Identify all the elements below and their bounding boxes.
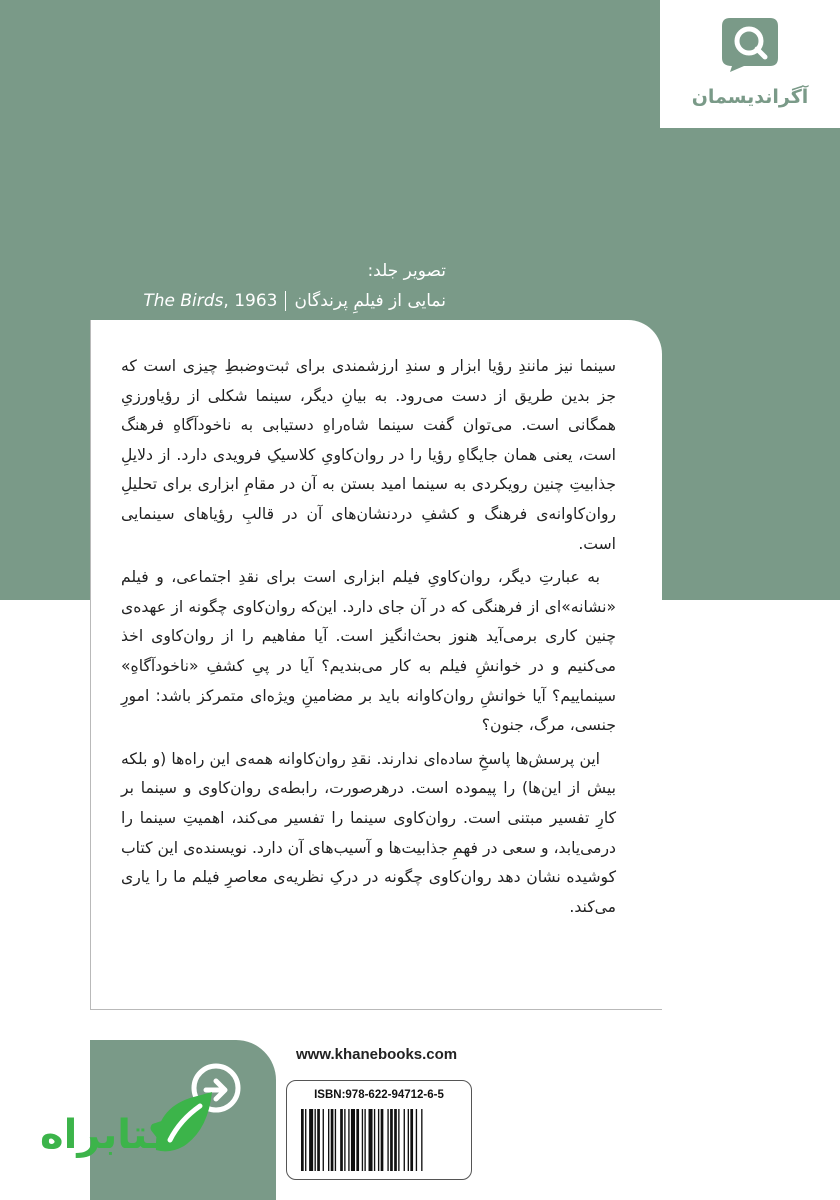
film-year: , 1963 [223, 291, 278, 311]
publisher-name: آگراندیسمان [691, 86, 809, 108]
isbn-barcode [286, 1080, 472, 1180]
cover-credit-description: نمایی از فیلمِ پرندگان [294, 291, 446, 311]
credit-divider [285, 291, 286, 311]
blurb-text [121, 352, 616, 926]
barcode-bars [301, 1109, 459, 1171]
magnifier-chat-icon [720, 14, 780, 74]
film-title-en [143, 291, 277, 311]
publisher-logo [660, 0, 840, 128]
cover-credit-line [143, 286, 446, 316]
cover-credit [143, 256, 446, 316]
blurb-paragraph-1: سینما نیز مانندِ رؤیا ابزار و سندِ ارزشمندی برای ثبت‌وضبطِ چیزی است که جز بدین طریق از دست می‌رود. به بیانِ دیگر، سینما شکلی از رؤیاورزیِ همگانی است. می‌توان گفت سینما شاه‌راهِ دستیابی به ناخودآگاهِ فرهنگ است، یعنی همان جایگاهِ رؤیا را در روان‌کاویِ کلاسیکِ فرویدی دارد. از دلایلِ جذابیتِ چنین رویکردی به سینما امید بستن به آن در مقامِ ابزاری برای تحلیلِ روان‌کاوانه‌ی فرهنگ و کشفِ دردنشان‌های آن در قالبِ رؤیاهای سینمایی است. [121, 357, 616, 553]
isbn-number: ISBN:978-622-94712-6-5 [314, 1089, 444, 1101]
blurb-paragraph-3: این پرسش‌ها پاسخِ ساده‌ای ندارند. نقدِ روان‌کاوانه همه‌ی این راه‌ها (و بلکه بیش از این‌ها) را پیموده است. درهرصورت، رابطه‌ی روان‌کاوی و سینما بر کارِ تفسیر مبتنی است. روان‌کاوی سینما را تفسیر می‌کند، اهمیتِ سینما را درمی‌یابد، و سعی در فهمِ جذابیت‌ها و آسیب‌های آن دارد. نویسنده‌ی این کتاب کوشیده نشان دهد روان‌کاوی چگونه در درکِ نظریه‌ی معاصرِ فیلم ما را یاری می‌کند. [121, 749, 616, 916]
website-url: www.khanebooks.com [296, 1046, 458, 1063]
brand-name: کتابراه [40, 1112, 172, 1158]
blurb-card [90, 320, 662, 1010]
blurb-paragraph-2: به عبارتِ دیگر، روان‌کاویِ فیلم ابزاری است برای نقدِ اجتماعی، و فیلم «نشانه»ای از فرهنگی که در آن جای دارد. این‌که روان‌کاوی چگونه از عهده‌ی چنین کاری برمی‌آید هنوز بحث‌انگیز است. آیا مفاهیم را از روان‌کاوی اخذ می‌کنیم و در خوانشِ فیلم به کار می‌بندیم؟ آیا در پیِ کشفِ «ناخودآگاهِ» سینماییم؟ آیا خوانشِ روان‌کاوانه باید بر مضامینِ ویژه‌ای متمرکز باشد: امورِ جنسی، مرگ، جنون؟ [121, 568, 616, 735]
film-title-italic: The Birds [143, 291, 224, 311]
cover-credit-label: تصویر جلد: [367, 261, 446, 281]
